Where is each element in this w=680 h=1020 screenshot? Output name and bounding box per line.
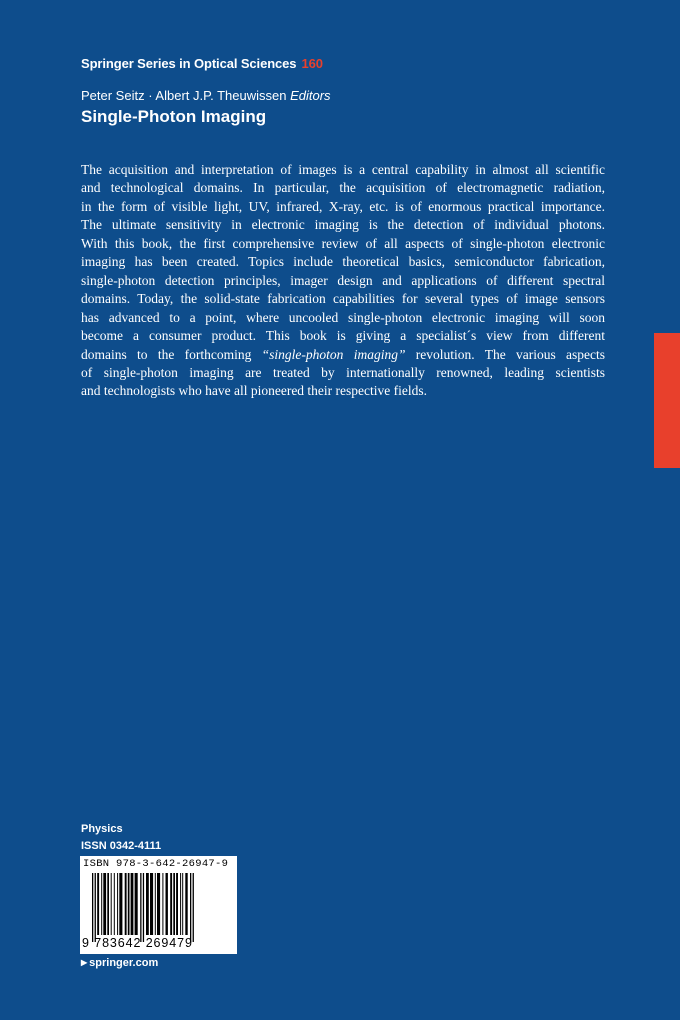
blurb-line: The ultimate sensitivity in electronic imaging is the detection of individual photons.: [81, 217, 605, 233]
series-name: Springer Series in Optical Sciences: [81, 56, 297, 71]
barcode-bar: [97, 873, 99, 935]
blurb-segment: domains to the forthcoming: [81, 346, 262, 362]
blurb-line: and technological domains. In particular, the acquisition of electromagnetic radiation,: [81, 180, 605, 196]
barcode-bar: [140, 873, 141, 942]
blurb-italic-phrase: “single-photon imaging”: [261, 346, 406, 362]
barcode-bar: [162, 873, 163, 935]
barcode-bar: [114, 873, 115, 935]
blurb-line: The acquisition and interpretation of images is a central capability in almost all scientific: [81, 162, 605, 177]
barcode-bar: [150, 873, 153, 935]
website-text: springer.com: [89, 957, 159, 969]
editors-role: Editors: [290, 88, 331, 103]
blurb-line: and technologists who have all pioneered their respective fields.: [81, 383, 428, 399]
barcode-bar: [135, 873, 138, 935]
barcode-bar: [125, 873, 127, 935]
barcode-bar: [166, 873, 168, 935]
subject-label: Physics: [81, 823, 123, 835]
blurb-segment: revolution. The various aspects: [405, 346, 605, 362]
barcode-bar: [92, 873, 93, 942]
barcode-bar: [117, 873, 118, 935]
barcode-bar: [128, 873, 130, 935]
barcode-bar: [103, 873, 106, 935]
barcode-bar: [146, 873, 149, 935]
ean-digits: 9 783642 269479: [82, 936, 193, 950]
blurb-line: has advanced to a point, where uncooled single-photon electronic imaging will soon: [81, 309, 605, 325]
blurb-line: in the form of visible light, UV, infrared, X-ray, etc. is of enormous practical importance.: [81, 198, 605, 214]
editors-line: [81, 88, 331, 103]
barcode-bar: [101, 873, 102, 935]
barcode-bar: [193, 873, 194, 942]
issn-label: ISSN 0342-4111: [81, 840, 162, 852]
barcode-bar: [176, 873, 178, 935]
blurb-line: of single-photon imaging are treated by internationally renowned, leading scientists: [81, 364, 605, 380]
barcode-bar: [180, 873, 181, 935]
blurb-line: With this book, the first comprehensive review of all aspects of single-photon electronic: [81, 235, 605, 251]
series-number: 160: [301, 56, 323, 71]
website-link[interactable]: [81, 957, 158, 969]
arrow-right-icon: ▶: [81, 958, 88, 967]
barcode-bar: [107, 873, 109, 935]
blurb-line: imaging has been created. Topics include theoretical basics, semiconductor fabrication,: [81, 254, 605, 270]
barcode-bar: [131, 873, 134, 935]
barcode-bar: [185, 873, 187, 935]
barcode-bar: [170, 873, 172, 935]
barcode-bar: [119, 873, 122, 935]
barcode-bar: [143, 873, 144, 942]
blurb-line: become a consumer product. This book is giving a specialist´s view from different: [81, 328, 605, 344]
barcode-bar: [157, 873, 160, 935]
barcode-bar: [190, 873, 191, 942]
barcode-bar: [173, 873, 175, 935]
blurb-line-mixed: [81, 346, 605, 364]
editor-names: Peter Seitz · Albert J.P. Theuwissen: [81, 88, 287, 103]
blurb-line: domains. Today, the solid-state fabrication capabilities for several types of image sensors: [81, 291, 605, 307]
isbn-barcode: [80, 856, 237, 954]
barcode-bar: [155, 873, 156, 935]
accent-tab: [654, 333, 680, 468]
blurb-line: single-photon detection principles, imager design and applications of different spectral: [81, 272, 605, 288]
series-line: [81, 56, 323, 71]
blurb-text: [81, 161, 605, 401]
barcode-bar: [182, 873, 183, 935]
isbn-text: ISBN 978-3-642-26947-9: [83, 858, 229, 870]
barcode-bar: [95, 873, 96, 942]
barcode-bar: [111, 873, 112, 935]
book-title: Single-Photon Imaging: [81, 107, 267, 126]
